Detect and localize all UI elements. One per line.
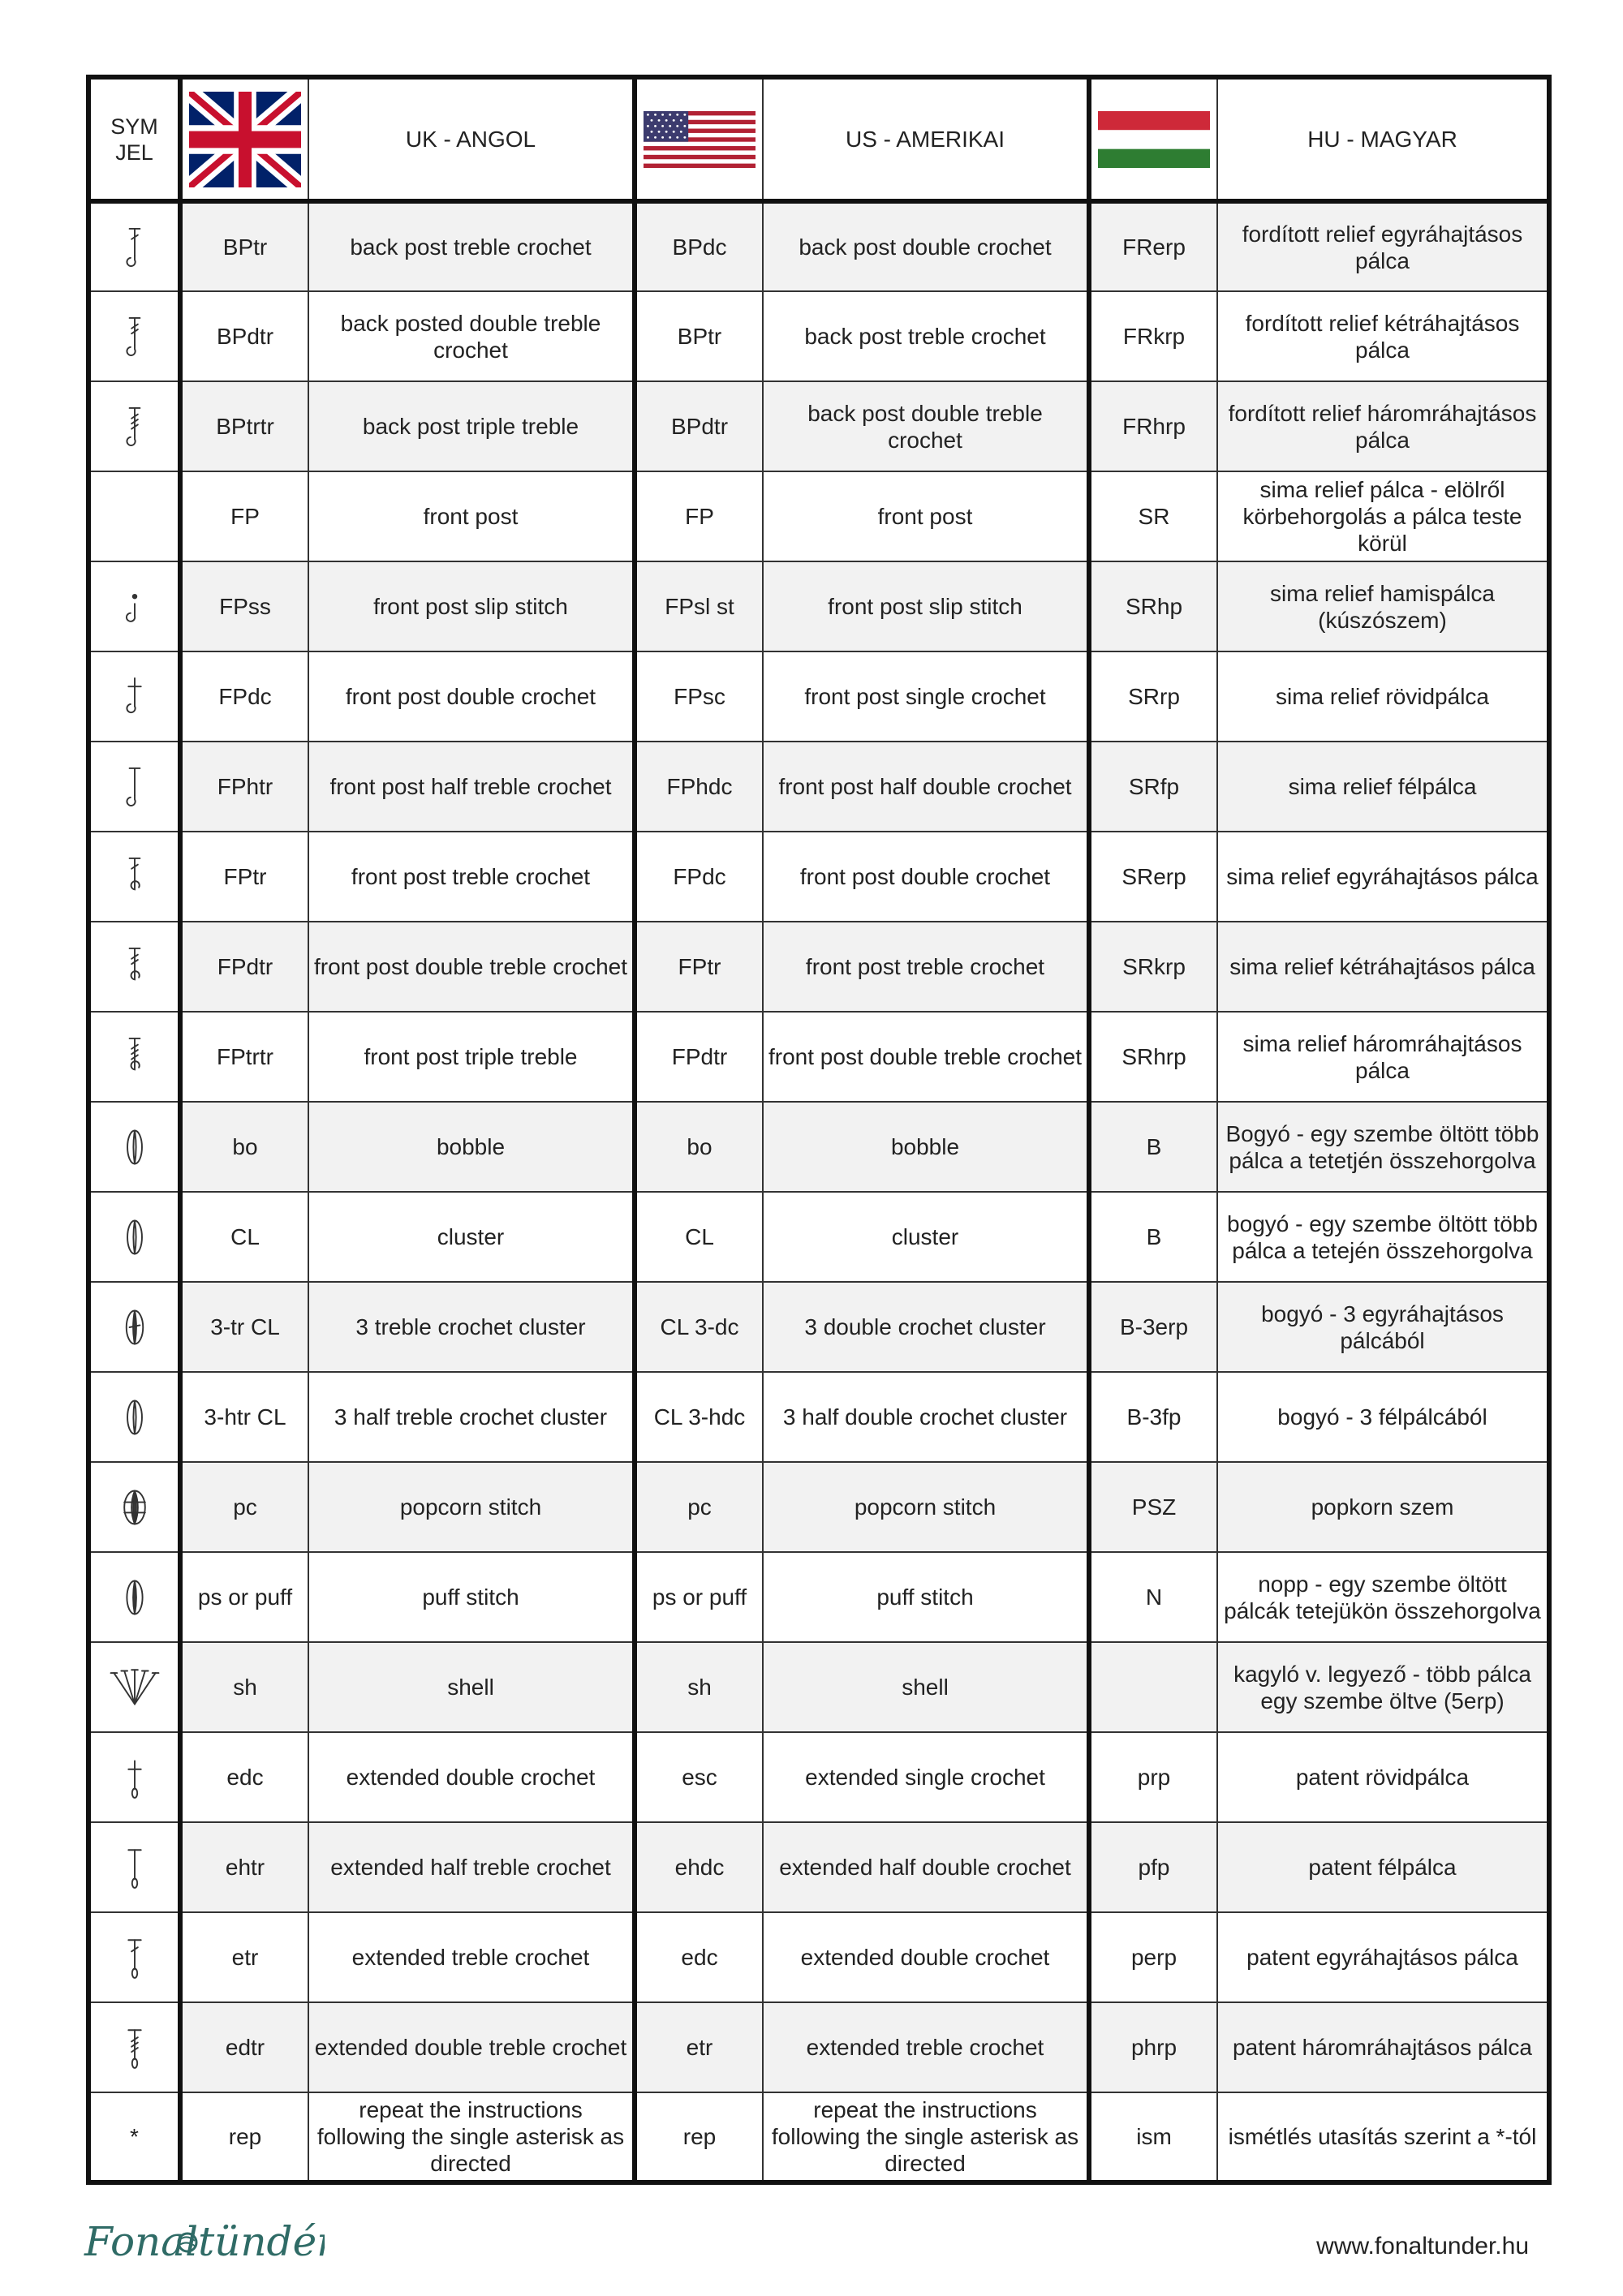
hu-term-cell: nopp - egy szembe öltött pálcák tetejükön összehorgolva <box>1217 1552 1549 1642</box>
us-abbr-cell: CL 3-hdc <box>635 1372 763 1462</box>
uk-flag-icon <box>189 92 301 187</box>
hu-term-cell: ismétlés utasítás szerint a *-tól <box>1217 2092 1549 2182</box>
uk-abbr-cell: BPtr <box>180 201 308 291</box>
hu-term-cell: patent rövidpálca <box>1217 1732 1549 1822</box>
hu-term-cell: sima relief egyráhajtásos pálca <box>1217 832 1549 922</box>
shell-symbol-icon <box>109 1650 161 1725</box>
table-row <box>88 2002 1549 2092</box>
uk-term-cell: extended double crochet <box>308 1732 635 1822</box>
us-abbr-cell: edc <box>635 1912 763 2002</box>
symbol-cell <box>88 1282 180 1372</box>
uk-abbr-cell: edc <box>180 1732 308 1822</box>
hu-term-cell: fordított relief kétráhajtásos pálca <box>1217 291 1549 381</box>
us-flag-cell <box>635 77 763 201</box>
hu-abbr-cell: B-3fp <box>1089 1372 1217 1462</box>
sym-label: SYM <box>110 114 158 139</box>
symbol-cell <box>88 832 180 922</box>
hu-term-cell: bogyó - 3 félpálcából <box>1217 1372 1549 1462</box>
table-row <box>88 561 1549 651</box>
symbol-text: * <box>130 2124 139 2149</box>
uk-term-cell: front post double crochet <box>308 651 635 742</box>
uk-abbr-cell: ehtr <box>180 1822 308 1912</box>
symbol-cell <box>88 1372 180 1462</box>
uk-abbr-cell: FPtr <box>180 832 308 922</box>
symbol-cell <box>88 1012 180 1102</box>
uk-term-cell: extended double treble crochet <box>308 2002 635 2092</box>
ehtr-symbol-icon <box>109 1830 161 1905</box>
fpss-symbol-icon <box>109 570 161 644</box>
uk-abbr-cell: FP <box>180 471 308 561</box>
yarn-ball-icon <box>81 2205 325 2278</box>
hu-abbr-cell: phrp <box>1089 2002 1217 2092</box>
fptrtr-symbol-icon <box>109 1020 161 1094</box>
table-row <box>88 651 1549 742</box>
table-row <box>88 1372 1549 1462</box>
uk-column-header: UK - ANGOL <box>308 77 635 201</box>
uk-term-cell: front post <box>308 471 635 561</box>
hu-abbr-cell: FRkrp <box>1089 291 1217 381</box>
hu-abbr-cell: FRerp <box>1089 201 1217 291</box>
uk-term-cell: back post treble crochet <box>308 201 635 291</box>
uk-abbr-cell: FPss <box>180 561 308 651</box>
hu-abbr-cell: B <box>1089 1102 1217 1192</box>
fpdtr-symbol-icon <box>109 930 161 1004</box>
cluster-symbol-icon <box>109 1200 161 1275</box>
table-row <box>88 1822 1549 1912</box>
uk-term-cell: cluster <box>308 1192 635 1282</box>
uk-term-cell: shell <box>308 1642 635 1732</box>
us-term-cell: popcorn stitch <box>763 1462 1089 1552</box>
bptrtr-symbol-icon <box>109 389 161 464</box>
hu-abbr-cell: SRfp <box>1089 742 1217 832</box>
us-abbr-cell: FPtr <box>635 922 763 1012</box>
us-abbr-cell: esc <box>635 1732 763 1822</box>
table-row <box>88 1012 1549 1102</box>
table-row <box>88 471 1549 561</box>
hu-abbr-cell: SR <box>1089 471 1217 561</box>
symbol-cell <box>88 1102 180 1192</box>
table-row <box>88 1552 1549 1642</box>
us-term-cell: repeat the instructions following the single asterisk as directed <box>763 2092 1089 2182</box>
hu-term-cell: bogyó - 3 egyráhajtásos pálcából <box>1217 1282 1549 1372</box>
us-abbr-cell: BPtr <box>635 291 763 381</box>
uk-term-cell: extended treble crochet <box>308 1912 635 2002</box>
uk-abbr-cell: 3-htr CL <box>180 1372 308 1462</box>
bptr-symbol-icon <box>109 210 161 285</box>
tr-cluster-symbol-icon <box>109 1290 161 1365</box>
hu-term-cell: bogyó - egy szembe öltött több pálca a tetején összehorgolva <box>1217 1192 1549 1282</box>
us-term-cell: 3 half double crochet cluster <box>763 1372 1089 1462</box>
us-abbr-cell: ehdc <box>635 1822 763 1912</box>
us-abbr-cell: ps or puff <box>635 1552 763 1642</box>
uk-term-cell: back post triple treble <box>308 381 635 471</box>
us-abbr-cell: sh <box>635 1642 763 1732</box>
uk-abbr-cell: BPtrtr <box>180 381 308 471</box>
hu-term-cell: patent félpálca <box>1217 1822 1549 1912</box>
uk-abbr-cell: etr <box>180 1912 308 2002</box>
us-term-cell: front post treble crochet <box>763 922 1089 1012</box>
logo-text: Fonaltündér <box>84 2218 325 2265</box>
us-term-cell: front post half double crochet <box>763 742 1089 832</box>
hu-term-cell: sima relief kétráhajtásos pálca <box>1217 922 1549 1012</box>
us-abbr-cell: FP <box>635 471 763 561</box>
symbol-cell <box>88 561 180 651</box>
hu-term-cell: sima relief pálca - elölről körbehorgolás a pálca teste körül <box>1217 471 1549 561</box>
hu-column-header: HU - MAGYAR <box>1217 77 1549 201</box>
hu-term-cell: patent háromráhajtásos pálca <box>1217 2002 1549 2092</box>
uk-term-cell: front post treble crochet <box>308 832 635 922</box>
us-abbr-cell: BPdtr <box>635 381 763 471</box>
uk-abbr-cell: bo <box>180 1102 308 1192</box>
symbol-cell <box>88 1822 180 1912</box>
table-row <box>88 1912 1549 2002</box>
uk-abbr-cell: pc <box>180 1462 308 1552</box>
table-row <box>88 1642 1549 1732</box>
us-abbr-cell: pc <box>635 1462 763 1552</box>
hu-abbr-cell: SRkrp <box>1089 922 1217 1012</box>
us-abbr-cell: BPdc <box>635 201 763 291</box>
table-row <box>88 1282 1549 1372</box>
us-abbr-cell: CL <box>635 1192 763 1282</box>
jel-label: JEL <box>115 140 153 165</box>
table-row <box>88 922 1549 1012</box>
uk-term-cell: popcorn stitch <box>308 1462 635 1552</box>
us-term-cell: back post treble crochet <box>763 291 1089 381</box>
uk-abbr-cell: rep <box>180 2092 308 2182</box>
symbol-cell <box>88 1642 180 1732</box>
htr-cluster-symbol-icon <box>109 1380 161 1455</box>
us-abbr-cell: CL 3-dc <box>635 1282 763 1372</box>
us-term-cell: back post double treble crochet <box>763 381 1089 471</box>
table-row <box>88 1192 1549 1282</box>
edc-symbol-icon <box>109 1740 161 1815</box>
us-term-cell: puff stitch <box>763 1552 1089 1642</box>
symbol-cell <box>88 381 180 471</box>
hu-term-cell: Bogyó - egy szembe öltött több pálca a tetetjén összehorgolva <box>1217 1102 1549 1192</box>
uk-abbr-cell: FPtrtr <box>180 1012 308 1102</box>
etr-symbol-icon <box>109 1920 161 1995</box>
uk-abbr-cell: BPdtr <box>180 291 308 381</box>
uk-term-cell: puff stitch <box>308 1552 635 1642</box>
us-term-cell: shell <box>763 1642 1089 1732</box>
us-abbr-cell: FPdtr <box>635 1012 763 1102</box>
uk-term-cell: bobble <box>308 1102 635 1192</box>
table-row <box>88 742 1549 832</box>
symbol-cell <box>88 1462 180 1552</box>
us-term-cell: 3 double crochet cluster <box>763 1282 1089 1372</box>
uk-abbr-cell: ps or puff <box>180 1552 308 1642</box>
us-term-cell: bobble <box>763 1102 1089 1192</box>
us-term-cell: extended single crochet <box>763 1732 1089 1822</box>
hu-abbr-cell: FRhrp <box>1089 381 1217 471</box>
us-term-cell: front post single crochet <box>763 651 1089 742</box>
table-row <box>88 1732 1549 1822</box>
hu-flag-cell <box>1089 77 1217 201</box>
us-abbr-cell: FPhdc <box>635 742 763 832</box>
bobble-symbol-icon <box>109 1110 161 1185</box>
hu-term-cell: kagyló v. legyező - több pálca egy szembe öltve (5erp) <box>1217 1642 1549 1732</box>
uk-abbr-cell: edtr <box>180 2002 308 2092</box>
symbol-cell <box>88 651 180 742</box>
popcorn-symbol-icon <box>109 1470 161 1545</box>
symbol-cell <box>88 471 180 561</box>
symbol-column-header <box>88 77 180 201</box>
table-row <box>88 832 1549 922</box>
us-abbr-cell: etr <box>635 2002 763 2092</box>
hu-term-cell: fordított relief háromráhajtásos pálca <box>1217 381 1549 471</box>
hu-abbr-cell: perp <box>1089 1912 1217 2002</box>
symbol-cell <box>88 291 180 381</box>
table-row <box>88 2092 1549 2182</box>
table-row <box>88 201 1549 291</box>
hu-abbr-cell: prp <box>1089 1732 1217 1822</box>
us-flag-icon <box>644 111 756 168</box>
uk-abbr-cell: CL <box>180 1192 308 1282</box>
uk-term-cell: front post triple treble <box>308 1012 635 1102</box>
uk-term-cell: back posted double treble crochet <box>308 291 635 381</box>
symbol-cell <box>88 201 180 291</box>
hu-abbr-cell: SRerp <box>1089 832 1217 922</box>
hu-term-cell: sima relief hamispálca (kúszószem) <box>1217 561 1549 651</box>
hu-abbr-cell <box>1089 1642 1217 1732</box>
us-abbr-cell: FPsl st <box>635 561 763 651</box>
us-abbr-cell: FPdc <box>635 832 763 922</box>
hu-abbr-cell: SRhrp <box>1089 1012 1217 1102</box>
symbol-cell <box>88 922 180 1012</box>
hu-abbr-cell: SRhp <box>1089 561 1217 651</box>
symbol-cell <box>88 1192 180 1282</box>
table-row <box>88 1462 1549 1552</box>
uk-term-cell: front post half treble crochet <box>308 742 635 832</box>
fptr-symbol-icon <box>109 840 161 914</box>
us-column-header: US - AMERIKAI <box>763 77 1089 201</box>
uk-flag-cell <box>180 77 308 201</box>
hu-abbr-cell: PSZ <box>1089 1462 1217 1552</box>
uk-abbr-cell: FPdc <box>180 651 308 742</box>
symbol-cell <box>88 1732 180 1822</box>
us-term-cell: extended treble crochet <box>763 2002 1089 2092</box>
uk-term-cell: 3 half treble crochet cluster <box>308 1372 635 1462</box>
brand-logo <box>81 2205 325 2278</box>
hu-term-cell: patent egyráhajtásos pálca <box>1217 1912 1549 2002</box>
us-term-cell: extended half double crochet <box>763 1822 1089 1912</box>
hu-term-cell: sima relief háromráhajtásos pálca <box>1217 1012 1549 1102</box>
fphtr-symbol-icon <box>109 750 161 824</box>
us-term-cell: back post double crochet <box>763 201 1089 291</box>
hu-flag-icon <box>1098 111 1210 168</box>
uk-term-cell: front post slip stitch <box>308 561 635 651</box>
hu-abbr-cell: B-3erp <box>1089 1282 1217 1372</box>
symbol-cell <box>88 2092 180 2182</box>
uk-abbr-cell: FPdtr <box>180 922 308 1012</box>
symbol-cell <box>88 742 180 832</box>
header-row <box>88 77 1549 201</box>
uk-abbr-cell: 3-tr CL <box>180 1282 308 1372</box>
table-row <box>88 1102 1549 1192</box>
hu-abbr-cell: B <box>1089 1192 1217 1282</box>
uk-term-cell: repeat the instructions following the single asterisk as directed <box>308 2092 635 2182</box>
bpdtr-symbol-icon <box>109 299 161 374</box>
us-term-cell: front post double treble crochet <box>763 1012 1089 1102</box>
us-term-cell: front post <box>763 471 1089 561</box>
crochet-terms-table <box>86 75 1552 2185</box>
us-abbr-cell: FPsc <box>635 651 763 742</box>
uk-abbr-cell: sh <box>180 1642 308 1732</box>
edtr-symbol-icon <box>109 2010 161 2085</box>
table-row <box>88 291 1549 381</box>
hu-term-cell: fordított relief egyráhajtásos pálca <box>1217 201 1549 291</box>
website-url: www.fonaltunder.hu <box>1316 2233 1529 2259</box>
symbol-cell <box>88 1552 180 1642</box>
us-term-cell: front post slip stitch <box>763 561 1089 651</box>
hu-term-cell: sima relief rövidpálca <box>1217 651 1549 742</box>
us-term-cell: extended double crochet <box>763 1912 1089 2002</box>
table-row <box>88 381 1549 471</box>
us-abbr-cell: bo <box>635 1102 763 1192</box>
uk-term-cell: front post double treble crochet <box>308 922 635 1012</box>
fpdc-symbol-icon <box>109 660 161 734</box>
symbol-cell <box>88 2002 180 2092</box>
hu-abbr-cell: SRrp <box>1089 651 1217 742</box>
puff-symbol-icon <box>109 1560 161 1635</box>
us-term-cell: cluster <box>763 1192 1089 1282</box>
hu-abbr-cell: ism <box>1089 2092 1217 2182</box>
uk-term-cell: extended half treble crochet <box>308 1822 635 1912</box>
us-term-cell: front post double crochet <box>763 832 1089 922</box>
symbol-cell <box>88 1912 180 2002</box>
us-abbr-cell: rep <box>635 2092 763 2182</box>
hu-term-cell: sima relief félpálca <box>1217 742 1549 832</box>
uk-abbr-cell: FPhtr <box>180 742 308 832</box>
uk-term-cell: 3 treble crochet cluster <box>308 1282 635 1372</box>
hu-abbr-cell: pfp <box>1089 1822 1217 1912</box>
hu-term-cell: popkorn szem <box>1217 1462 1549 1552</box>
hu-abbr-cell: N <box>1089 1552 1217 1642</box>
